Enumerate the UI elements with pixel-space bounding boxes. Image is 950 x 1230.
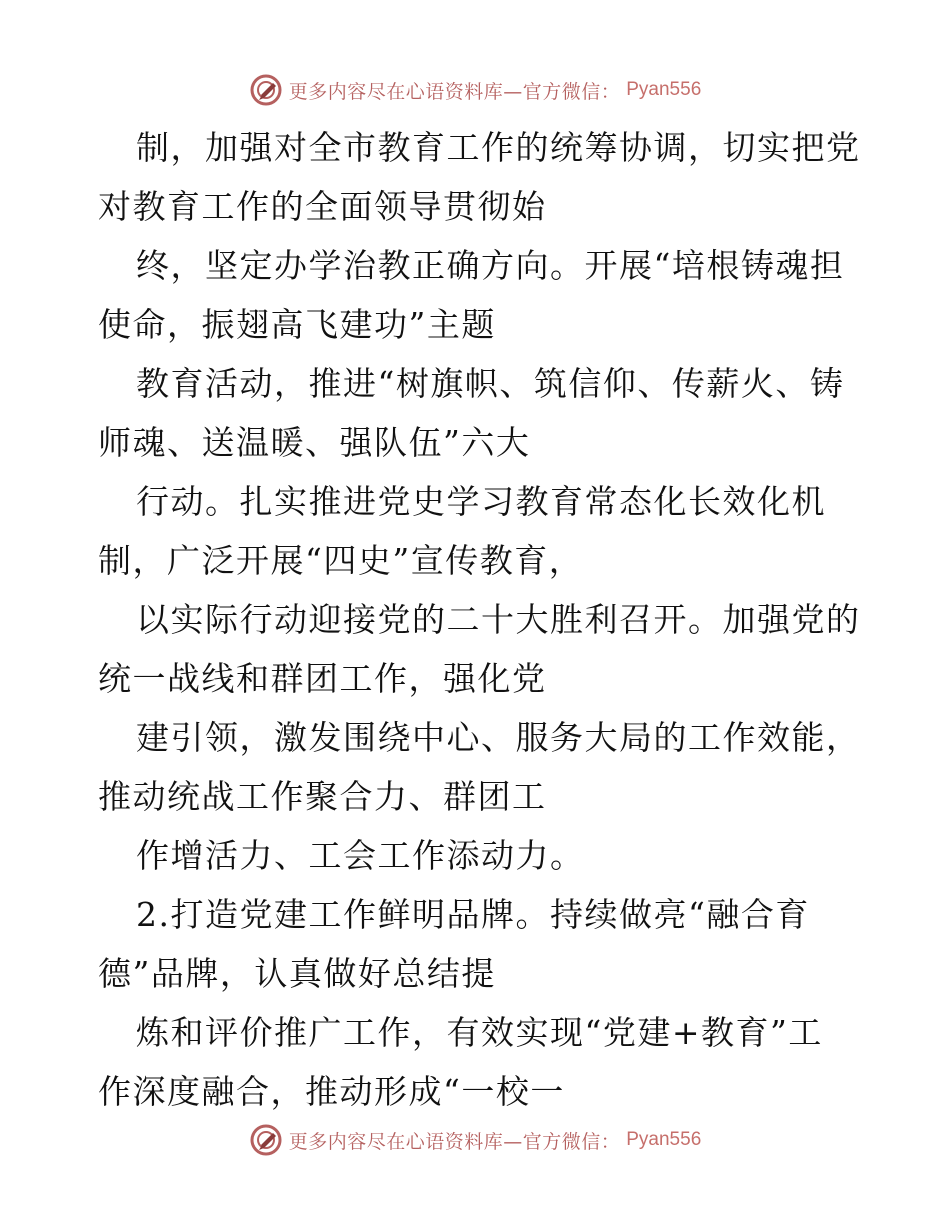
watermark-text: 更多内容尽在心语资料库—官方微信：	[288, 80, 621, 103]
text-line: 德”品牌，认真做好总结提	[98, 954, 496, 993]
text-line: 统一战线和群团工作，强化党	[98, 659, 547, 698]
text-line: 行动。扎实推进党史学习教育常态化长效化机	[136, 482, 826, 521]
text-line: 2.打造党建工作鲜明品牌。持续做亮“融合育	[136, 895, 810, 934]
logo-icon	[249, 1123, 283, 1157]
text-line: 作深度融合，推动形成“一校一	[98, 1072, 565, 1111]
logo-icon	[249, 73, 283, 107]
text-line: 以实际行动迎接党的二十大胜利召开。加强党的	[136, 600, 861, 639]
text-line: 推动统战工作聚合力、群团工	[98, 777, 547, 816]
text-line: 教育活动，推进“树旗帜、筑信仰、传薪火、铸	[136, 364, 845, 403]
watermark-handle: Pyan556	[626, 1129, 702, 1150]
text-line: 作增活力、工会工作添动力。	[136, 836, 585, 875]
text-line: 炼和评价推广工作，有效实现“党建+教育”工	[136, 1013, 823, 1052]
footer-watermark	[0, 1120, 950, 1160]
text-line: 终，坚定办学治教正确方向。开展“培根铸魂担	[136, 246, 845, 285]
document-body	[98, 118, 868, 1121]
text-line: 对教育工作的全面领导贯彻始	[98, 187, 547, 226]
watermark-handle: Pyan556	[626, 79, 702, 100]
text-line: 制，加强对全市教育工作的统筹协调，切实把党	[136, 128, 861, 167]
text-line: 使命，振翅高飞建功”主题	[98, 305, 496, 344]
watermark-text: 更多内容尽在心语资料库—官方微信：	[288, 1130, 621, 1153]
text-line: 建引领，激发围绕中心、服务大局的工作效能，	[136, 718, 861, 757]
header-watermark	[0, 70, 950, 110]
text-line: 制，广泛开展“四史”宣传教育，	[98, 541, 584, 580]
text-line: 师魂、送温暖、强队伍”六大	[98, 423, 531, 462]
